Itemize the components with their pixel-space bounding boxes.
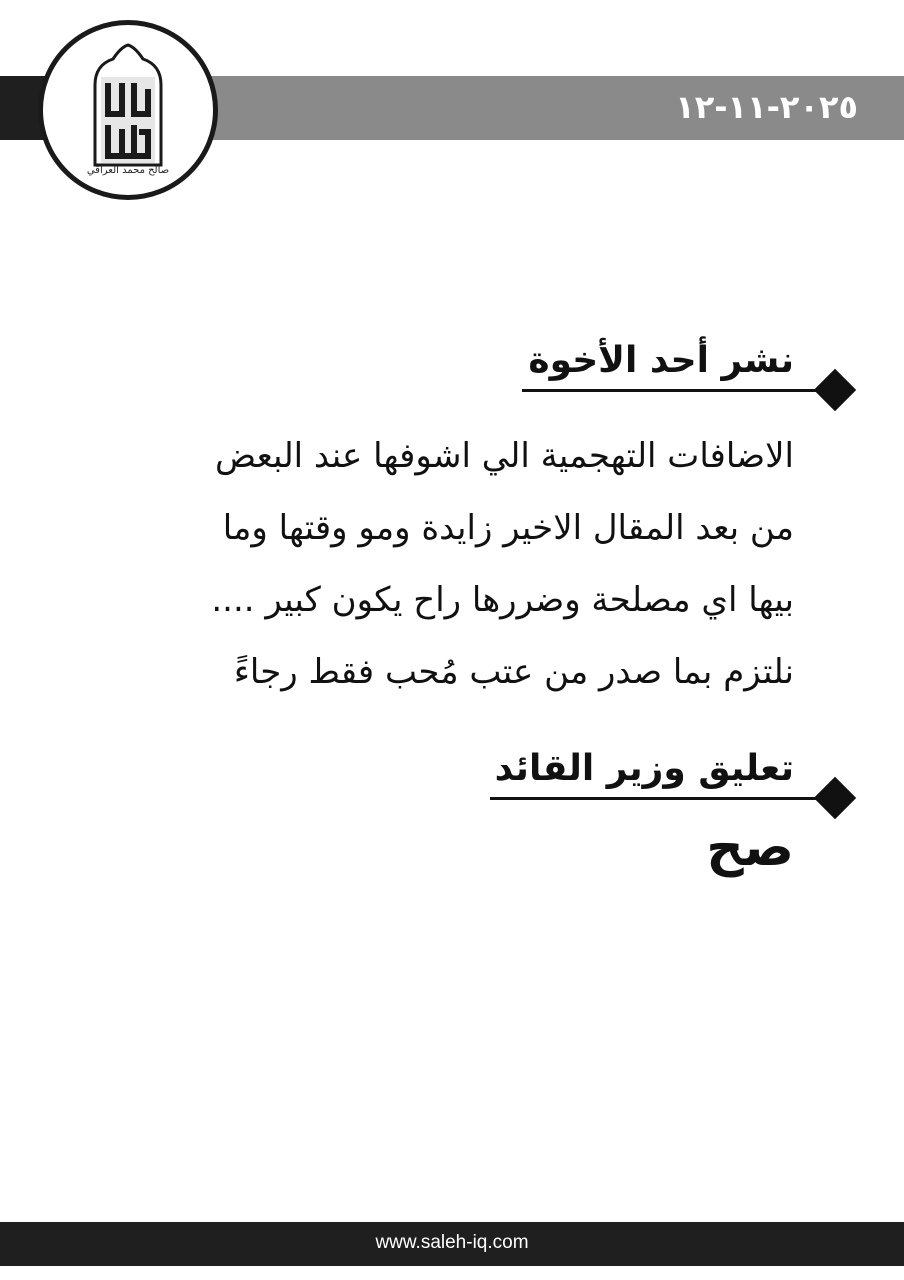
post-body bbox=[74, 420, 794, 708]
post-line: الاضافات التهجمية الي اشوفها عند البعض bbox=[215, 436, 794, 476]
date-label: ٢٠٢٥-١١-١٢ bbox=[675, 88, 858, 126]
post-line: بيها اي مصلحة وضررها راح يكون كبير .... bbox=[211, 580, 794, 620]
logo-subtitle: صالح محمد العراقي bbox=[86, 165, 170, 176]
post-heading: نشر أحد الأخوة bbox=[528, 340, 794, 381]
logo bbox=[38, 20, 218, 200]
reply-text: صح bbox=[706, 818, 794, 878]
footer-bar bbox=[0, 1222, 904, 1266]
reply-heading-rule bbox=[490, 797, 822, 800]
reply-heading: تعليق وزير القائد bbox=[494, 748, 794, 789]
footer-url[interactable]: www.saleh-iq.com bbox=[375, 1232, 529, 1253]
diamond-icon bbox=[814, 777, 856, 819]
post-line: نلتزم بما صدر من عتب مُحب فقط رجاءً bbox=[233, 652, 794, 692]
post-heading-rule bbox=[522, 389, 822, 392]
diamond-icon bbox=[814, 369, 856, 411]
post-line: من بعد المقال الاخير زايدة ومو وقتها وما bbox=[222, 508, 794, 548]
